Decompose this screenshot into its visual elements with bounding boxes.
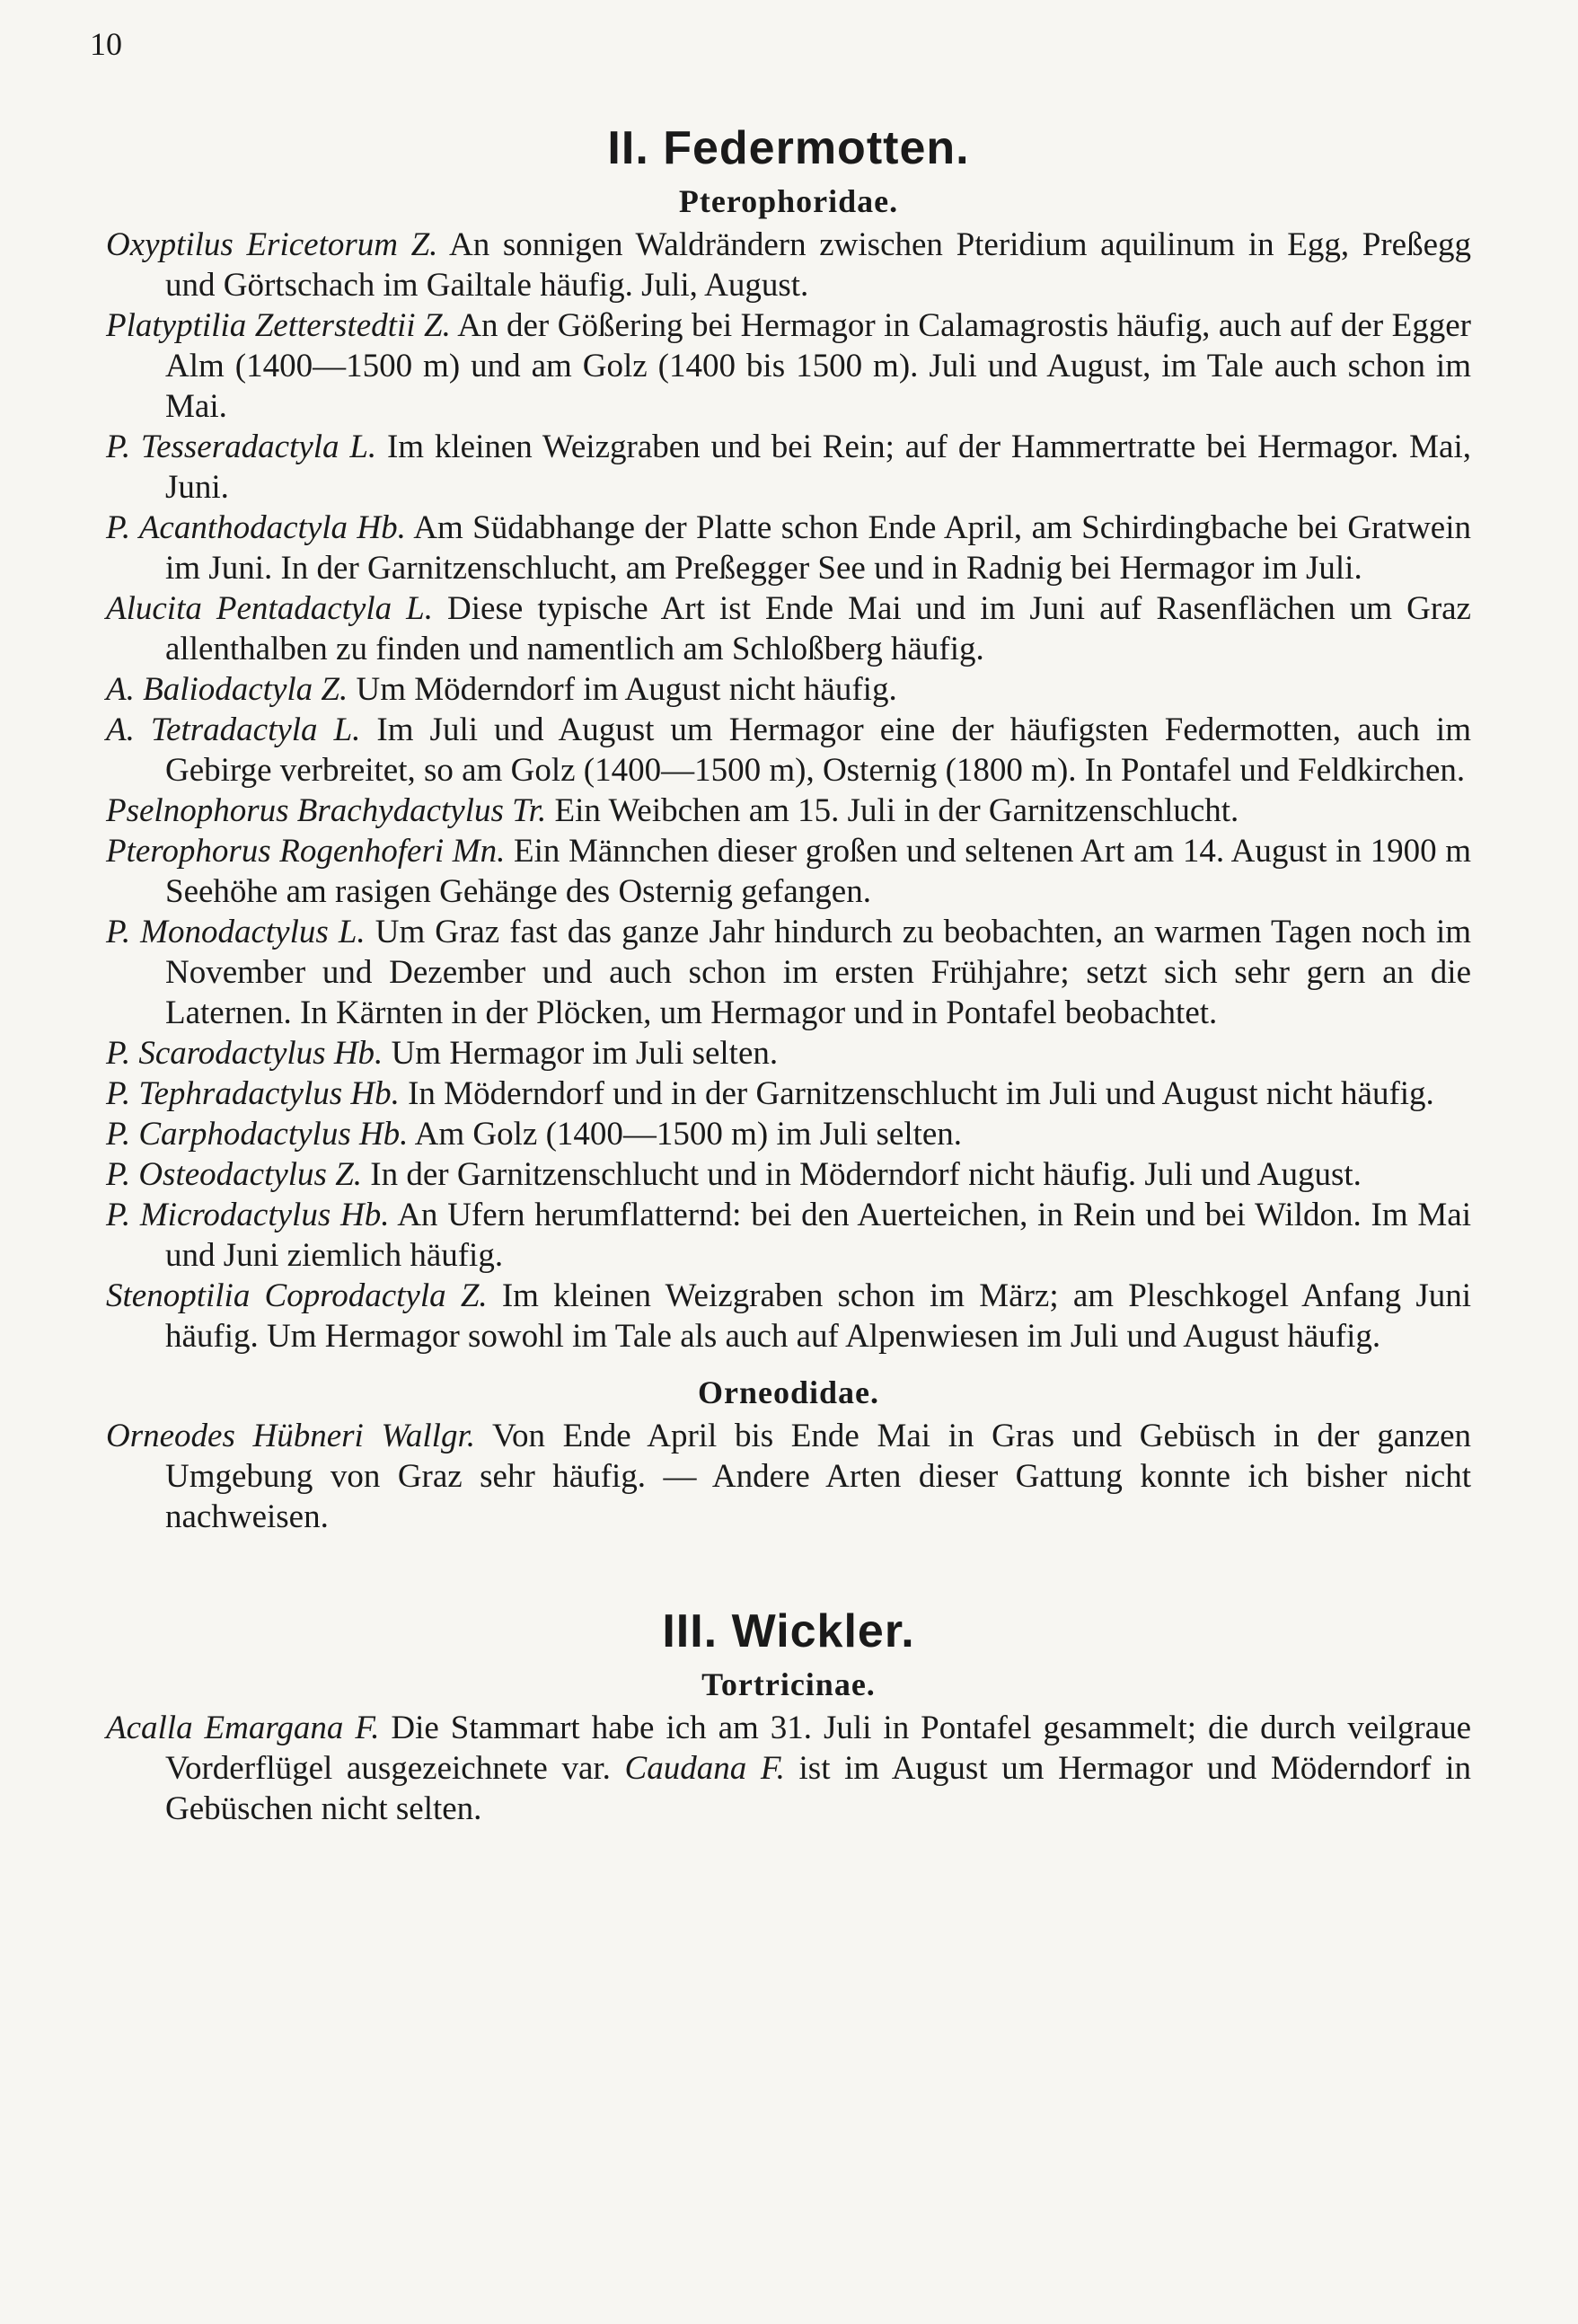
species-entry	[106, 669, 1471, 710]
species-name: Oxyptilus Ericetorum Z.	[106, 226, 438, 263]
species-entry	[106, 1154, 1471, 1195]
species-text: In der Garnitzenschlucht und in Möderndorf nicht häufig. Juli und August.	[362, 1156, 1362, 1193]
species-entry	[106, 1708, 1471, 1829]
species-entry	[106, 1074, 1471, 1114]
species-name: Acalla Emargana F.	[106, 1710, 380, 1746]
species-text: In Möderndorf und in der Garnitzenschlucht im Juli und August nicht häufig.	[399, 1075, 1434, 1112]
species-text: An der Gößering bei Hermagor in Calamagrostis häufig, auch auf der Egger Alm (1400—1500 m) und am Golz (1400 bis 1500 m). Juli und August, im Tale auch schon im Mai.	[165, 307, 1471, 425]
species-entry	[106, 508, 1471, 588]
species-name: Alucita Pentadactyla L.	[106, 590, 433, 627]
species-name: P. Tephradactylus Hb.	[106, 1075, 400, 1112]
species-name: Pterophorus Rogenhoferi Mn.	[106, 833, 506, 870]
species-name: A. Tetradactyla L.	[106, 711, 361, 748]
species-entry	[106, 1276, 1471, 1356]
species-name: P. Microdactylus Hb.	[106, 1197, 390, 1233]
species-entry	[106, 588, 1471, 669]
page-content	[106, 108, 1471, 1829]
species-entry	[106, 225, 1471, 305]
species-entry	[106, 831, 1471, 912]
section-title-wickler: III. Wickler.	[662, 1605, 915, 1657]
species-entry	[106, 427, 1471, 508]
species-name: P. Carphodactylus Hb.	[106, 1116, 409, 1153]
species-name: Orneodes Hübneri Wallgr.	[106, 1418, 476, 1454]
family-title-pterophoridae: Pterophoridae.	[678, 183, 899, 219]
species-text: Die Stammart habe ich am 31. Juli in Pontafel gesammelt; die durch veilgraue Vorderflügel ausgezeichnete var.	[165, 1710, 1472, 1787]
species-text: Um Möderndorf im August nicht häufig.	[348, 671, 897, 708]
species-name: P. Monodactylus L.	[106, 914, 366, 950]
section-title-federmotten: II. Federmotten.	[607, 122, 970, 174]
family-title-orneodidae: Orneodidae.	[697, 1374, 879, 1410]
species-text: Am Südabhange der Platte schon Ende April, am Schirdingbache bei Gratwein im Juni. In der Garnitzenschlucht, am Preßegger See und in Radnig bei Hermagor im Juli.	[165, 509, 1472, 587]
species-text-continued: ist im August um Hermagor und Möderndorf in Gebüschen nicht selten.	[165, 1750, 1471, 1827]
species-text: Im kleinen Weizgraben schon im März; am Pleschkogel Anfang Juni häufig. Um Hermagor sowohl im Tale als auch auf Alpenwiesen im Juli und August häufig.	[165, 1277, 1472, 1355]
species-text: Von Ende April bis Ende Mai in Gras und Gebüsch in der ganzen Umgebung von Graz sehr häufig. — Andere Arten dieser Gattung konnte ich bisher nicht nachweisen.	[165, 1418, 1471, 1535]
species-text: Ein Männchen dieser großen und seltenen Art am 14. August in 1900 m Seehöhe am rasigen Gehänge des Osternig gefangen.	[165, 833, 1471, 910]
species-text: Diese typische Art ist Ende Mai und im Juni auf Rasenflächen um Graz allenthalben zu finden und namentlich am Schloßberg häufig.	[165, 590, 1471, 667]
species-entry	[106, 1114, 1471, 1154]
species-text: An sonnigen Waldrändern zwischen Pteridium aquilinum in Egg, Preßegg und Görtschach im Gailtale häufig. Juli, August.	[165, 226, 1471, 304]
species-text: An Ufern herumflatternd: bei den Auerteichen, in Rein und bei Wildon. Im Mai und Juni ziemlich häufig.	[165, 1197, 1471, 1274]
species-name: P. Tesseradactyla L.	[106, 429, 377, 465]
species-text: Um Graz fast das ganze Jahr hindurch zu beobachten, an warmen Tagen noch im November und Dezember und auch schon im ersten Frühjahre; setzt sich sehr gern an die Laternen. In Kärnten in der Plöcken, um Hermagor und in Pontafel beobachtet.	[165, 914, 1472, 1031]
variety-name: Caudana F.	[624, 1750, 785, 1787]
species-text: Am Golz (1400—1500 m) im Juli selten.	[408, 1116, 963, 1153]
species-name: P. Acanthodactyla Hb.	[106, 509, 406, 546]
species-entry	[106, 1416, 1471, 1537]
species-name: P. Scarodactylus Hb.	[106, 1035, 383, 1072]
species-text: Um Hermagor im Juli selten.	[383, 1035, 779, 1072]
species-name: P. Osteodactylus Z.	[106, 1156, 363, 1193]
species-entry	[106, 305, 1471, 427]
species-name: Pselnophorus Brachydactylus Tr.	[106, 792, 547, 829]
species-name: Platyptilia Zetterstedtii Z.	[106, 307, 451, 344]
species-text: Im kleinen Weizgraben und bei Rein; auf der Hammertratte bei Hermagor. Mai, Juni.	[165, 429, 1471, 506]
species-entry	[106, 710, 1471, 791]
species-entry	[106, 912, 1471, 1033]
species-entry	[106, 1195, 1471, 1276]
species-text: Im Juli und August um Hermagor eine der häufigsten Federmotten, auch im Gebirge verbreitet, so am Golz (1400—1500 m), Osternig (1800 m). In Pontafel und Feldkirchen.	[165, 711, 1471, 789]
page-number: 10	[90, 26, 122, 62]
species-text: Ein Weibchen am 15. Juli in der Garnitzenschlucht.	[546, 792, 1239, 829]
family-title-tortricinae: Tortricinae.	[701, 1666, 876, 1702]
species-entry	[106, 1033, 1471, 1074]
species-entry	[106, 791, 1471, 831]
species-name: A. Baliodactyla Z.	[106, 671, 348, 708]
species-name: Stenoptilia Coprodactyla Z.	[106, 1277, 488, 1314]
